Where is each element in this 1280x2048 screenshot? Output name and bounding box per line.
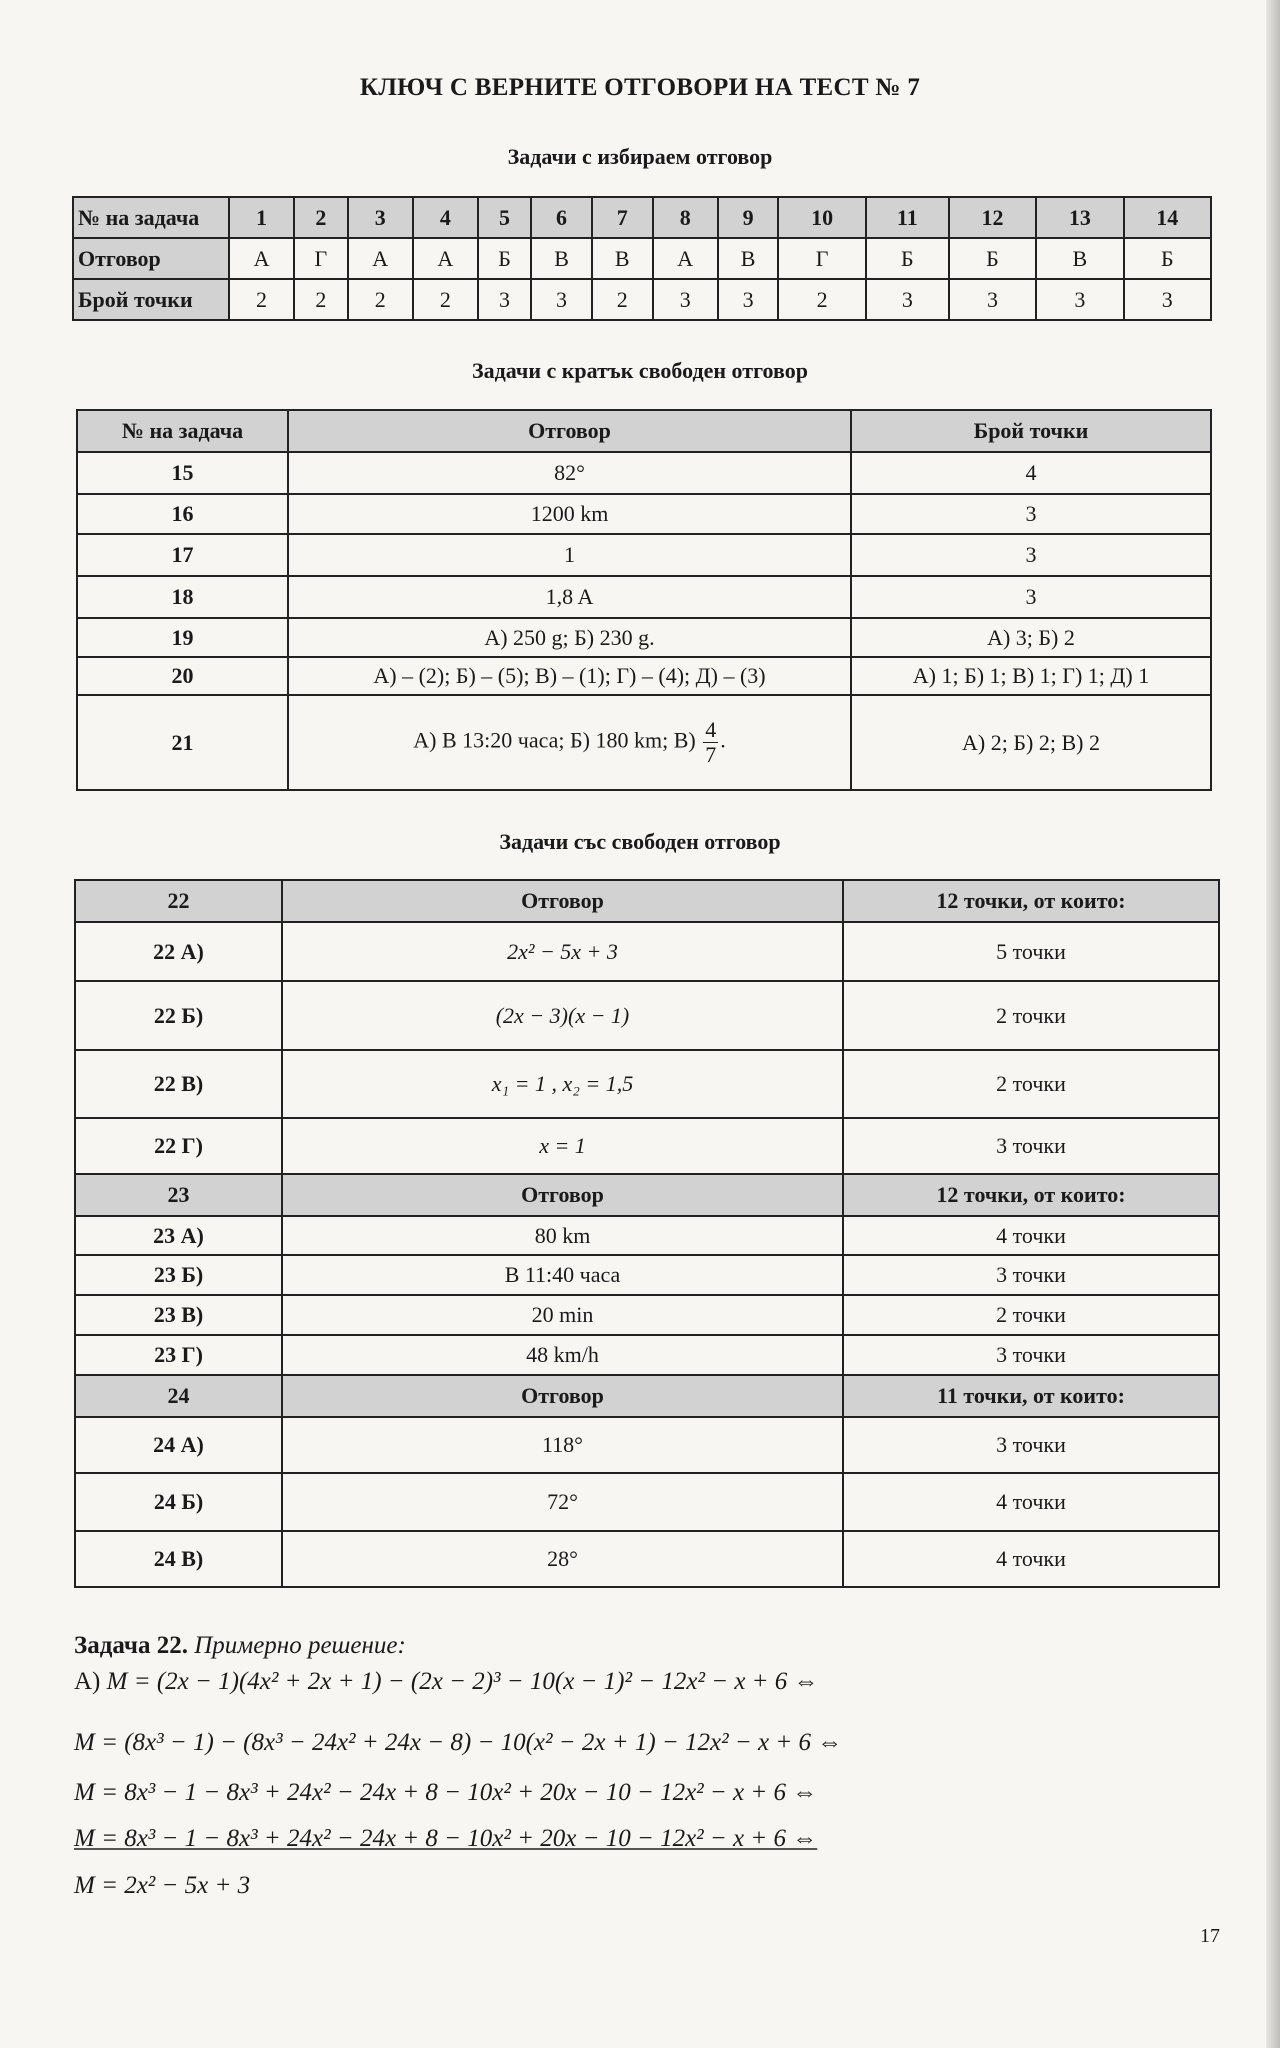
points-cell: А) 2; Б) 2; В) 2: [851, 695, 1211, 790]
solution-prefix: А): [74, 1668, 101, 1695]
answer-cell: А) – (2); Б) – (5); В) – (1); Г) – (4); Д) – (3): [288, 657, 851, 695]
point-cell: 2: [413, 279, 478, 320]
table-row-answers: [73, 238, 1211, 279]
subtask-cell: 23 В): [75, 1295, 282, 1335]
group-header-row: [75, 1375, 1219, 1417]
points-cell: 2 точки: [843, 1295, 1219, 1335]
table-header-row: [77, 410, 1211, 452]
answer-cell: x = 1: [282, 1118, 843, 1174]
table-row: [75, 1335, 1219, 1375]
solution-line-3: M = 8x³ − 1 − 8x³ + 24x² − 24x + 8 − 10x² + 20x − 10 − 12x² − x + 6 ⇔: [74, 1779, 818, 1806]
table-row: [75, 1531, 1219, 1587]
task-number-cell: 19: [77, 618, 288, 657]
answer-cell: 80 km: [282, 1216, 843, 1255]
point-cell: 3: [866, 279, 949, 320]
subtask-cell: 22 Б): [75, 981, 282, 1050]
number-cell: 12: [949, 197, 1036, 238]
answer-cell: 20 min: [282, 1295, 843, 1335]
table-row: [77, 695, 1211, 790]
table-row: [75, 1216, 1219, 1255]
row-label: Брой точки: [73, 279, 229, 320]
point-cell: 3: [718, 279, 779, 320]
points-cell: 2 точки: [843, 1050, 1219, 1118]
point-cell: 3: [1036, 279, 1123, 320]
subtask-cell: 24 А): [75, 1417, 282, 1473]
subtask-cell: 23 А): [75, 1216, 282, 1255]
header-answer: Отговор: [282, 1174, 843, 1216]
number-cell: 13: [1036, 197, 1123, 238]
answer-cell: А: [413, 238, 478, 279]
points-cell: 3: [851, 534, 1211, 576]
point-cell: 3: [1124, 279, 1211, 320]
table-row: [75, 1473, 1219, 1531]
point-cell: 3: [949, 279, 1036, 320]
solution-line-2: M = (8x³ − 1) − (8x³ − 24x² + 24x − 8) − 10(x² − 2x + 1) − 12x² − x + 6 ⇔: [74, 1729, 843, 1756]
header-answer: Отговор: [282, 1375, 843, 1417]
answer-cell: Б: [866, 238, 949, 279]
header-points: Брой точки: [851, 410, 1211, 452]
point-cell: 3: [531, 279, 592, 320]
number-cell: 5: [478, 197, 531, 238]
number-cell: 10: [778, 197, 865, 238]
fraction-denominator: 7: [705, 742, 717, 767]
points-cell: 3: [851, 576, 1211, 618]
subtask-cell: 22 А): [75, 922, 282, 981]
subtask-cell: 23 Б): [75, 1255, 282, 1295]
task-number-cell: 18: [77, 576, 288, 618]
answer-cell: 72°: [282, 1473, 843, 1531]
answer-cell: В: [531, 238, 592, 279]
number-cell: 6: [531, 197, 592, 238]
answer-cell: В: [592, 238, 653, 279]
table-row-points: [73, 279, 1211, 320]
table-row: [75, 1118, 1219, 1174]
answer-cell: (2x − 3)(x − 1): [282, 981, 843, 1050]
table-row: [77, 576, 1211, 618]
answer-cell: Б: [478, 238, 531, 279]
points-cell: 4: [851, 452, 1211, 494]
solution-label: Задача 22.: [74, 1632, 188, 1659]
solution-line-4-cancelled-terms: M = 8x³ − 1 − 8x³ + 24x² − 24x + 8 − 10x² + 20x − 10 − 12x² − x + 6 ⇔: [74, 1825, 818, 1852]
task-number-cell: 15: [77, 452, 288, 494]
answer-cell: Б: [949, 238, 1036, 279]
answer-cell: А) В 13:20 часа; Б) 180 km; В) $\frac{4}{7}$ .: [288, 695, 851, 790]
fraction: [703, 718, 718, 767]
number-cell: 14: [1124, 197, 1211, 238]
answer-cell: 2x² − 5x + 3: [282, 922, 843, 981]
answer-cell: В: [1036, 238, 1123, 279]
number-cell: 8: [653, 197, 718, 238]
answer-cell: x₁ = 1 , x₂ = 1,5: [282, 1050, 843, 1118]
answer-cell: А) 250 g; Б) 230 g.: [288, 618, 851, 657]
points-cell: 3 точки: [843, 1417, 1219, 1473]
header-task-number: № на задача: [77, 410, 288, 452]
point-cell: 2: [348, 279, 413, 320]
page-edge-shadow: [1266, 0, 1280, 2048]
task-number-cell: 20: [77, 657, 288, 695]
table-row: [77, 657, 1211, 695]
subtask-cell: 24 Б): [75, 1473, 282, 1531]
number-cell: 4: [413, 197, 478, 238]
points-cell: 5 точки: [843, 922, 1219, 981]
task-number-cell: 17: [77, 534, 288, 576]
table-row: [75, 1417, 1219, 1473]
points-cell: 3 точки: [843, 1118, 1219, 1174]
answer-cell: 1,8 A: [288, 576, 851, 618]
number-cell: 2: [294, 197, 348, 238]
subtask-cell: 22 Г): [75, 1118, 282, 1174]
solution-heading: [74, 1632, 406, 1660]
number-cell: 9: [718, 197, 779, 238]
subtask-cell: 24 В): [75, 1531, 282, 1587]
points-cell: 4 точки: [843, 1216, 1219, 1255]
point-cell: 2: [778, 279, 865, 320]
short-answer-table: [76, 409, 1212, 791]
subtask-cell: 23 Г): [75, 1335, 282, 1375]
table-row: [75, 1295, 1219, 1335]
fraction-numerator: 4: [705, 716, 717, 742]
points-cell: А) 3; Б) 2: [851, 618, 1211, 657]
page-number: 17: [1200, 1925, 1220, 1947]
answer-text: А) В 13:20 часа; Б) 180 km; В): [413, 727, 696, 753]
point-cell: 2: [592, 279, 653, 320]
answer-cell: Г: [294, 238, 348, 279]
table-row: [75, 1050, 1219, 1118]
points-cell: 4 точки: [843, 1473, 1219, 1531]
header-answer: Отговор: [288, 410, 851, 452]
solution-line-5-result: M = 2x² − 5x + 3: [74, 1872, 251, 1899]
task-number-cell: 16: [77, 494, 288, 534]
table-row: [77, 618, 1211, 657]
table-row: [77, 494, 1211, 534]
answer-cell: 1200 km: [288, 494, 851, 534]
section-heading-short-answer: Задачи с кратък свободен отговор: [472, 358, 808, 383]
number-cell: 1: [229, 197, 294, 238]
table-row: [77, 452, 1211, 494]
table-row: [75, 1255, 1219, 1295]
point-cell: 3: [478, 279, 531, 320]
point-cell: 3: [653, 279, 718, 320]
group-number: 23: [75, 1174, 282, 1216]
number-cell: 3: [348, 197, 413, 238]
answer-cell: 118°: [282, 1417, 843, 1473]
points-cell: 3 точки: [843, 1255, 1219, 1295]
answer-cell: В: [718, 238, 779, 279]
answer-cell: 28°: [282, 1531, 843, 1587]
row-label: Отговор: [73, 238, 229, 279]
solution-subtitle: Примерно решение:: [194, 1632, 406, 1659]
answer-cell: 82°: [288, 452, 851, 494]
section-heading-multiple-choice: Задачи с избираем отговор: [507, 144, 773, 169]
points-cell: 2 точки: [843, 981, 1219, 1050]
answer-cell: Б: [1124, 238, 1211, 279]
answer-cell: 48 km/h: [282, 1335, 843, 1375]
group-number: 22: [75, 880, 282, 922]
number-cell: 7: [592, 197, 653, 238]
group-header-row: [75, 1174, 1219, 1216]
table-row: [75, 922, 1219, 981]
answer-cell: Г: [778, 238, 865, 279]
subtask-cell: 22 В): [75, 1050, 282, 1118]
solution-expression: M = (2x − 1)(4x² + 2x + 1) − (2x − 2)³ − 10(x − 1)² − 12x² − x + 6 ⇔: [106, 1668, 819, 1695]
multiple-choice-table: [72, 196, 1212, 321]
points-cell: 3 точки: [843, 1335, 1219, 1375]
section-heading-free-answer: Задачи със свободен отговор: [499, 829, 781, 854]
number-cell: 11: [866, 197, 949, 238]
solution-line-1: [74, 1668, 819, 1696]
answer-cell: А: [229, 238, 294, 279]
table-row-numbers: [73, 197, 1211, 238]
table-row: [77, 534, 1211, 576]
points-cell: 3: [851, 494, 1211, 534]
answer-cell: А: [653, 238, 718, 279]
answer-cell: 1: [288, 534, 851, 576]
header-points: 12 точки, от които:: [843, 880, 1219, 922]
points-cell: А) 1; Б) 1; В) 1; Г) 1; Д) 1: [851, 657, 1211, 695]
answer-cell: В 11:40 часа: [282, 1255, 843, 1295]
table-row: [75, 981, 1219, 1050]
group-header-row: [75, 880, 1219, 922]
header-answer: Отговор: [282, 880, 843, 922]
point-cell: 2: [229, 279, 294, 320]
row-label: № на задача: [73, 197, 229, 238]
header-points: 12 точки, от които:: [843, 1174, 1219, 1216]
task-number-cell: 21: [77, 695, 288, 790]
free-answer-table: [74, 879, 1220, 1588]
page-title: КЛЮЧ С ВЕРНИТЕ ОТГОВОРИ НА ТЕСТ № 7: [359, 74, 921, 101]
points-cell: 4 точки: [843, 1531, 1219, 1587]
point-cell: 2: [294, 279, 348, 320]
group-number: 24: [75, 1375, 282, 1417]
answer-cell: А: [348, 238, 413, 279]
header-points: 11 точки, от които:: [843, 1375, 1219, 1417]
